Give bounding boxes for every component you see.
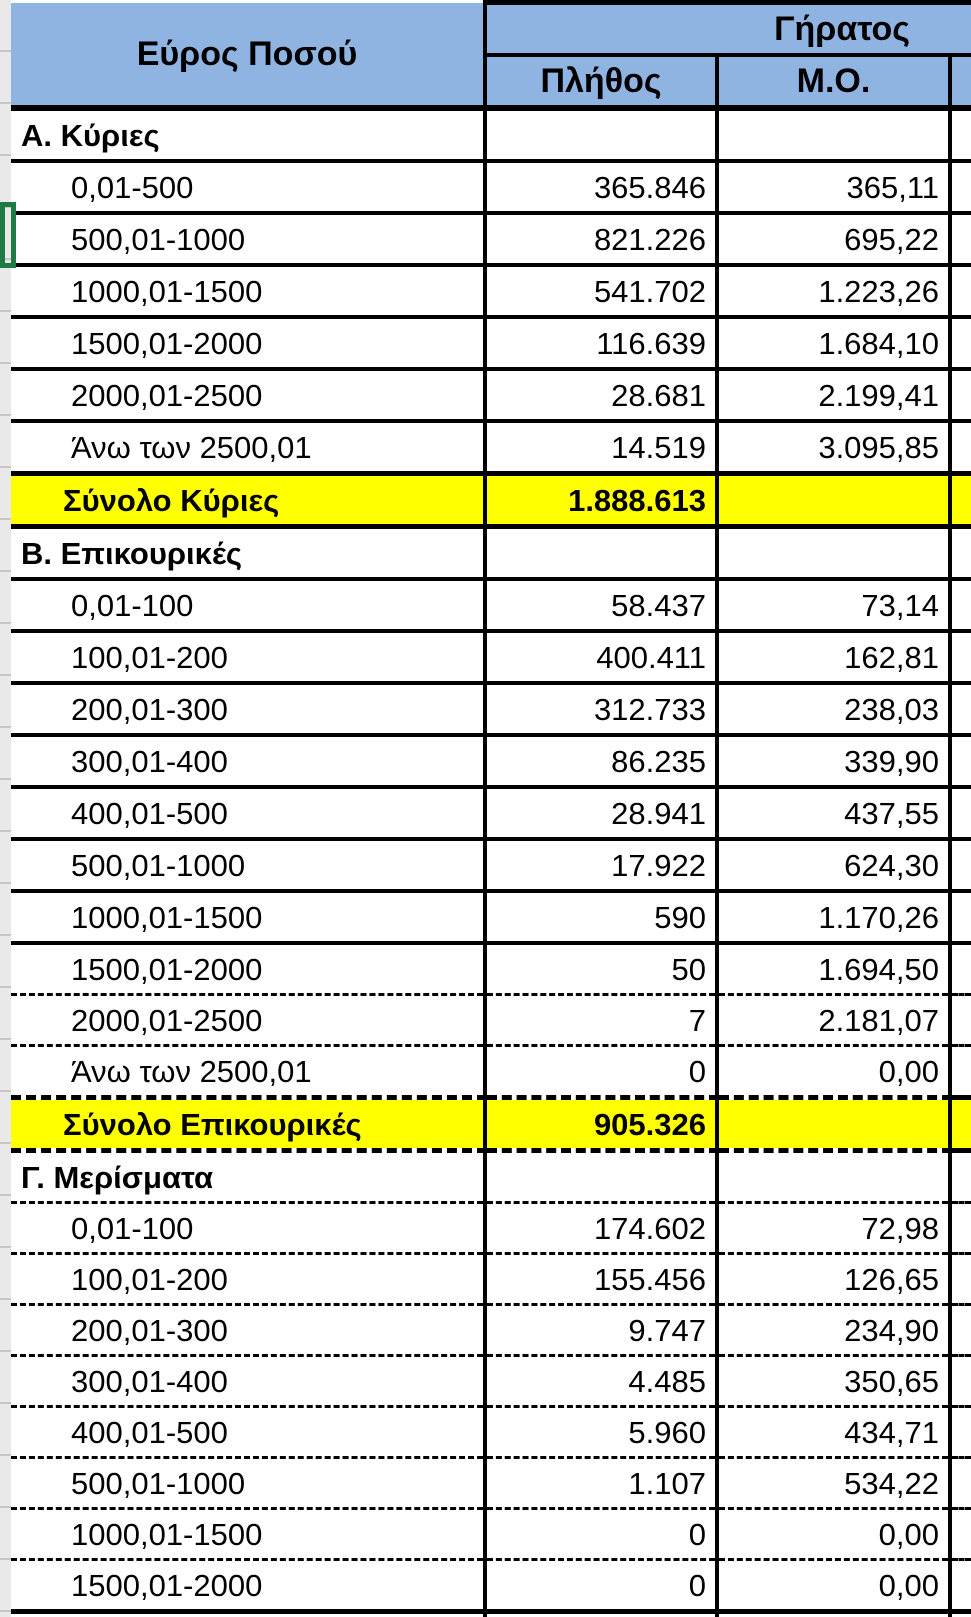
spill-cell[interactable] bbox=[950, 735, 971, 787]
count-cell[interactable]: 86.235 bbox=[485, 735, 717, 787]
data-row bbox=[11, 839, 971, 891]
section-title-cell[interactable]: Α. Κύριες bbox=[21, 117, 160, 153]
range-cell[interactable]: 400,01-500 bbox=[11, 787, 485, 839]
count-cell[interactable]: 312.733 bbox=[485, 683, 717, 735]
spill-cell[interactable] bbox=[950, 1356, 971, 1407]
range-cell[interactable]: 0,01-100 bbox=[11, 579, 485, 631]
spill-cell[interactable] bbox=[950, 527, 971, 580]
count-cell[interactable]: 5.960 bbox=[485, 1407, 717, 1458]
spill-cell[interactable] bbox=[950, 943, 971, 995]
avg-cell[interactable] bbox=[717, 108, 950, 161]
spill-cell[interactable] bbox=[950, 1254, 971, 1305]
count-cell[interactable]: 58.437 bbox=[485, 579, 717, 631]
total-label-cell[interactable]: Σύνολο Κύριες bbox=[11, 474, 485, 527]
avg-cell[interactable]: 234,90 bbox=[717, 1305, 950, 1356]
data-row bbox=[11, 1356, 971, 1407]
spill-cell[interactable] bbox=[950, 108, 971, 161]
avg-cell[interactable]: 1.223,26 bbox=[717, 265, 950, 317]
avg-cell[interactable]: 0,00 bbox=[717, 1046, 950, 1098]
pension-amounts-table bbox=[11, 0, 971, 1617]
spill-cell[interactable] bbox=[950, 1151, 971, 1203]
avg-cell[interactable]: 624,30 bbox=[717, 839, 950, 891]
data-row bbox=[11, 1560, 971, 1612]
avg-cell[interactable]: 350,65 bbox=[717, 1356, 950, 1407]
spill-cell[interactable] bbox=[950, 474, 971, 527]
count-cell[interactable]: 0 bbox=[485, 1046, 717, 1098]
avg-cell[interactable]: 238,03 bbox=[717, 683, 950, 735]
avg-header-cell[interactable]: Μ.Ο. bbox=[717, 55, 950, 108]
range-cell[interactable]: 1500,01-2000 bbox=[11, 943, 485, 995]
spill-cell[interactable] bbox=[950, 1046, 971, 1098]
avg-cell[interactable] bbox=[717, 1612, 950, 1617]
range-cell[interactable]: 1500,01-2000 bbox=[11, 317, 485, 369]
count-cell[interactable]: 4.485 bbox=[485, 1356, 717, 1407]
data-row bbox=[11, 1203, 971, 1254]
spill-cell[interactable] bbox=[950, 891, 971, 943]
count-cell[interactable]: 116.639 bbox=[485, 317, 717, 369]
data-row bbox=[11, 1407, 971, 1458]
count-cell[interactable]: 28.681 bbox=[485, 369, 717, 421]
count-cell[interactable]: 50 bbox=[485, 943, 717, 995]
count-cell[interactable]: 9.747 bbox=[485, 1305, 717, 1356]
avg-cell[interactable]: 0,00 bbox=[717, 1560, 950, 1612]
section-title-cell[interactable]: Β. Επικουρικές bbox=[21, 535, 243, 571]
data-row bbox=[11, 891, 971, 943]
range-cell[interactable]: 100,01-200 bbox=[11, 1254, 485, 1305]
avg-cell[interactable] bbox=[717, 527, 950, 580]
spill-cell[interactable] bbox=[950, 787, 971, 839]
count-cell[interactable]: 0 bbox=[485, 1560, 717, 1612]
avg-cell[interactable]: 2.181,07 bbox=[717, 995, 950, 1046]
count-cell[interactable]: 1.107 bbox=[485, 1458, 717, 1509]
spill-cell[interactable] bbox=[950, 161, 971, 213]
count-cell[interactable]: 155.456 bbox=[485, 1254, 717, 1305]
data-row bbox=[11, 735, 971, 787]
range-cell[interactable]: 100,01-200 bbox=[11, 631, 485, 683]
count-cell[interactable]: 174.602 bbox=[485, 1203, 717, 1254]
count-cell[interactable]: 400.411 bbox=[485, 631, 717, 683]
section-header-row bbox=[11, 1151, 971, 1203]
data-row bbox=[11, 579, 971, 631]
spill-cell[interactable] bbox=[950, 317, 971, 369]
data-row bbox=[11, 369, 971, 421]
spill-cell[interactable] bbox=[950, 1203, 971, 1254]
avg-cell[interactable]: 434,71 bbox=[717, 1407, 950, 1458]
range-cell[interactable] bbox=[11, 1612, 485, 1617]
range-cell[interactable]: 2000,01-2500 bbox=[11, 995, 485, 1046]
data-row bbox=[11, 683, 971, 735]
range-cell[interactable]: 0,01-100 bbox=[11, 1203, 485, 1254]
total-count-cell[interactable]: 905.326 bbox=[485, 1098, 717, 1151]
avg-cell[interactable]: 126,65 bbox=[717, 1254, 950, 1305]
data-row bbox=[11, 943, 971, 995]
range-cell[interactable]: 1000,01-1500 bbox=[11, 265, 485, 317]
data-row bbox=[11, 1509, 971, 1560]
range-cell[interactable]: 500,01-1000 bbox=[11, 839, 485, 891]
avg-cell[interactable]: 437,55 bbox=[717, 787, 950, 839]
header-row-group bbox=[11, 3, 971, 56]
spill-cell[interactable] bbox=[950, 265, 971, 317]
count-cell[interactable]: 28.941 bbox=[485, 787, 717, 839]
data-row bbox=[11, 421, 971, 474]
avg-cell[interactable]: 339,90 bbox=[717, 735, 950, 787]
range-cell[interactable]: 500,01-1000 bbox=[11, 1458, 485, 1509]
spill-cell[interactable] bbox=[950, 839, 971, 891]
avg-cell[interactable]: 72,98 bbox=[717, 1203, 950, 1254]
avg-cell[interactable]: 1.694,50 bbox=[717, 943, 950, 995]
spill-cell[interactable] bbox=[950, 1509, 971, 1560]
avg-cell[interactable]: 0,00 bbox=[717, 1509, 950, 1560]
range-cell[interactable]: Άνω των 2500,01 bbox=[11, 421, 485, 474]
data-row bbox=[11, 1305, 971, 1356]
count-cell[interactable]: 17.922 bbox=[485, 839, 717, 891]
total-count-cell[interactable]: 1.888.613 bbox=[485, 474, 717, 527]
count-cell[interactable]: 541.702 bbox=[485, 265, 717, 317]
avg-cell[interactable]: 1.684,10 bbox=[717, 317, 950, 369]
total-row bbox=[11, 1098, 971, 1151]
avg-cell[interactable]: 73,14 bbox=[717, 579, 950, 631]
range-cell[interactable]: 1000,01-1500 bbox=[11, 891, 485, 943]
avg-cell[interactable]: 695,22 bbox=[717, 213, 950, 265]
group-header-cell[interactable]: Γήρατος bbox=[485, 3, 971, 56]
data-row bbox=[11, 995, 971, 1046]
data-row bbox=[11, 631, 971, 683]
count-cell[interactable]: 590 bbox=[485, 891, 717, 943]
count-cell[interactable]: 7 bbox=[485, 995, 717, 1046]
range-cell[interactable]: 1000,01-1500 bbox=[11, 1509, 485, 1560]
count-cell[interactable]: 821.226 bbox=[485, 213, 717, 265]
spill-cell[interactable] bbox=[950, 421, 971, 474]
avg-cell[interactable]: 1.170,26 bbox=[717, 891, 950, 943]
count-cell[interactable]: 0 bbox=[485, 1509, 717, 1560]
range-cell[interactable]: 300,01-400 bbox=[11, 735, 485, 787]
spill-cell[interactable] bbox=[950, 1458, 971, 1509]
data-row bbox=[11, 213, 971, 265]
count-cell[interactable] bbox=[485, 108, 717, 161]
spill-cell[interactable] bbox=[950, 683, 971, 735]
avg-cell[interactable] bbox=[717, 1151, 950, 1203]
range-cell[interactable]: 0,01-500 bbox=[11, 161, 485, 213]
range-cell[interactable]: 300,01-400 bbox=[11, 1356, 485, 1407]
count-cell[interactable]: 365.846 bbox=[485, 161, 717, 213]
total-avg-cell[interactable] bbox=[717, 474, 950, 527]
spill-cell[interactable] bbox=[950, 579, 971, 631]
spill-cell[interactable] bbox=[950, 1098, 971, 1151]
avg-cell[interactable]: 3.095,85 bbox=[717, 421, 950, 474]
range-cell[interactable]: 200,01-300 bbox=[11, 1305, 485, 1356]
total-row bbox=[11, 474, 971, 527]
data-row bbox=[11, 265, 971, 317]
header-spill-cell[interactable] bbox=[950, 55, 971, 108]
count-cell[interactable]: 14.519 bbox=[485, 421, 717, 474]
spill-cell[interactable] bbox=[950, 213, 971, 265]
data-row bbox=[11, 787, 971, 839]
range-cell[interactable]: 1500,01-2000 bbox=[11, 1560, 485, 1612]
total-label-cell[interactable]: Σύνολο Επικουρικές bbox=[11, 1098, 485, 1151]
data-row bbox=[11, 1046, 971, 1098]
count-cell[interactable] bbox=[485, 1151, 717, 1203]
range-header-cell[interactable]: Εύρος Ποσού bbox=[11, 3, 485, 109]
section-title-cell[interactable]: Γ. Μερίσματα bbox=[21, 1159, 214, 1195]
spill-cell[interactable] bbox=[950, 1305, 971, 1356]
range-cell[interactable]: 400,01-500 bbox=[11, 1407, 485, 1458]
count-cell[interactable] bbox=[485, 1612, 717, 1617]
partial-row bbox=[11, 1612, 971, 1617]
total-avg-cell[interactable] bbox=[717, 1098, 950, 1151]
section-header-row bbox=[11, 527, 971, 580]
spill-cell[interactable] bbox=[950, 1560, 971, 1612]
avg-cell[interactable]: 534,22 bbox=[717, 1458, 950, 1509]
section-header-row bbox=[11, 108, 971, 161]
range-cell[interactable]: 500,01-1000 bbox=[11, 213, 485, 265]
range-cell[interactable]: 2000,01-2500 bbox=[11, 369, 485, 421]
data-row bbox=[11, 1458, 971, 1509]
avg-cell[interactable]: 162,81 bbox=[717, 631, 950, 683]
range-cell[interactable]: Άνω των 2500,01 bbox=[11, 1046, 485, 1098]
data-row bbox=[11, 317, 971, 369]
spill-cell[interactable] bbox=[950, 1612, 971, 1617]
count-cell[interactable] bbox=[485, 527, 717, 580]
spill-cell[interactable] bbox=[950, 631, 971, 683]
count-header-cell[interactable]: Πλήθος bbox=[485, 55, 717, 108]
selection-indicator bbox=[0, 202, 16, 268]
spill-cell[interactable] bbox=[950, 369, 971, 421]
data-row bbox=[11, 161, 971, 213]
avg-cell[interactable]: 2.199,41 bbox=[717, 369, 950, 421]
spill-cell[interactable] bbox=[950, 995, 971, 1046]
avg-cell[interactable]: 365,11 bbox=[717, 161, 950, 213]
data-row bbox=[11, 1254, 971, 1305]
spill-cell[interactable] bbox=[950, 1407, 971, 1458]
range-cell[interactable]: 200,01-300 bbox=[11, 683, 485, 735]
